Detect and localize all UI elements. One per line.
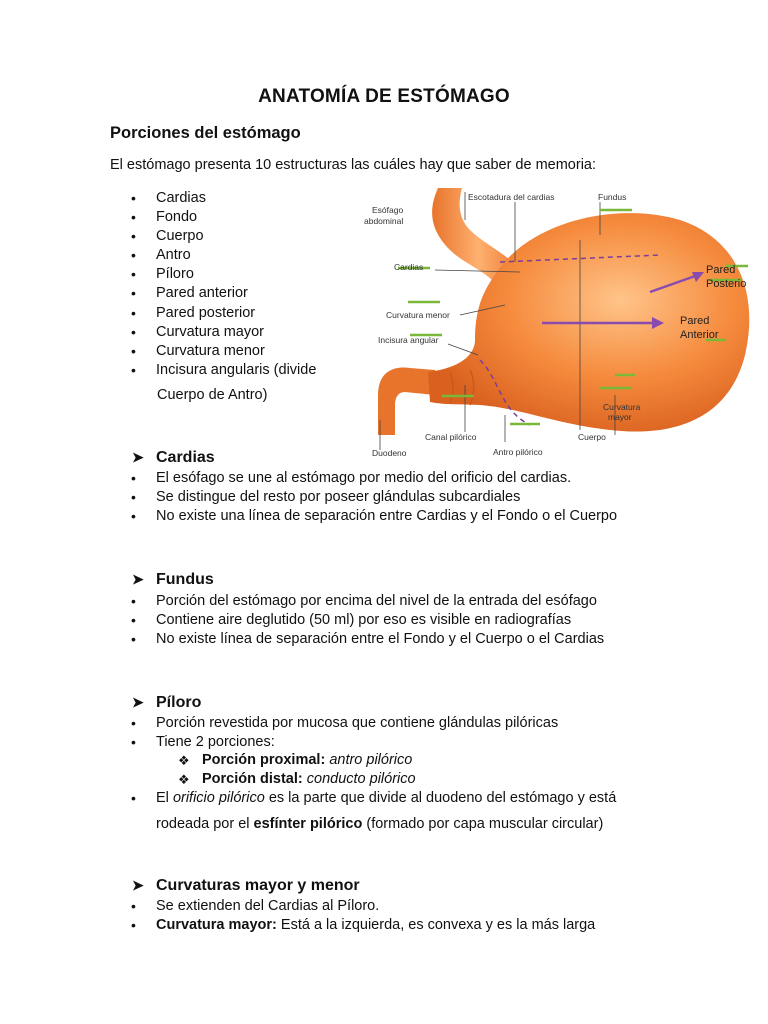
list-item: • Píloro <box>110 265 316 284</box>
section-heading-curvaturas: ➤ Curvaturas mayor y menor <box>132 877 360 894</box>
sub-list-item: ❖ Porción proximal: antro pilórico <box>178 752 413 768</box>
list-item: • Porción del estómago por encima del nivel de la entrada del esófago <box>110 592 604 611</box>
stomach-illustration <box>350 180 768 460</box>
list-item: • Se extienden del Cardias al Píloro. <box>110 897 595 916</box>
label-pared-posterior-2: Posterio <box>706 278 747 290</box>
list-item: • El orificio pilórico es la parte que divide al duodeno del estómago y está <box>110 789 616 808</box>
list-item: • Se distingue del resto por poseer glándulas subcardiales <box>110 488 617 507</box>
fundus-list <box>110 592 604 649</box>
list-item: • No existe una línea de separación entre Cardias y el Fondo o el Cuerpo <box>110 507 617 526</box>
piloro-list <box>110 714 558 752</box>
stomach-diagram <box>350 180 768 460</box>
label-pared-posterior-1: Pared <box>706 264 736 276</box>
section-heading-piloro: ➤ Píloro <box>132 694 202 711</box>
list-item: • Curvatura mayor: Está a la izquierda, es convexa y es la más larga <box>110 916 595 935</box>
duodenum-shape <box>378 367 435 435</box>
list-item: • Pared posterior <box>110 304 316 323</box>
list-item: • Curvatura menor <box>110 342 316 361</box>
section-subtitle: Porciones del estómago <box>110 124 301 142</box>
list-item: • Pared anterior <box>110 284 316 303</box>
label-duodeno: Duodeno <box>372 448 407 458</box>
sub-list-item: ❖ Porción distal: conducto pilórico <box>178 771 416 787</box>
label-cardias: Cardias <box>394 262 424 272</box>
label-pared-anterior-1: Pared <box>680 315 710 327</box>
arrow-bullet-icon: ➤ <box>132 449 144 465</box>
curvaturas-list <box>110 897 595 935</box>
cardias-list <box>110 469 617 526</box>
label-pared-anterior-2: Anterior <box>680 329 719 341</box>
label-abdominal: abdominal <box>364 216 404 226</box>
arrow-bullet-icon: ➤ <box>132 877 144 893</box>
label-canal: Canal pilórico <box>425 432 477 442</box>
section-heading-fundus: ➤ Fundus <box>132 571 214 588</box>
section-heading-cardias: ➤ Cardias <box>132 449 215 466</box>
label-fundus: Fundus <box>598 192 627 202</box>
label-esofago: Esófago <box>372 205 404 215</box>
list-item: • Tiene 2 porciones: <box>110 733 558 752</box>
label-antro: Antro pilórico <box>493 447 543 457</box>
piloro-list-cont <box>110 789 616 808</box>
list-item: • Antro <box>110 246 316 265</box>
list-item: • El esófago se une al estómago por medio del orificio del cardias. <box>110 469 617 488</box>
label-mayor: mayor <box>608 412 632 422</box>
list-item: • No existe línea de separación entre el Fondo y el Cuerpo o el Cardias <box>110 630 604 649</box>
list-item: • Cuerpo <box>110 227 316 246</box>
piloro-item3-continuation: rodeada por el esfínter pilórico (formado por capa muscular circular) <box>156 816 604 832</box>
list-item: • Contiene aire deglutido (50 ml) por eso es visible en radiografías <box>110 611 604 630</box>
list-item: • Curvatura mayor <box>110 323 316 342</box>
diamond-bullet-icon: ❖ <box>178 753 190 768</box>
arrow-bullet-icon: ➤ <box>132 694 144 710</box>
piloro-sublist <box>178 751 416 789</box>
intro-text: El estómago presenta 10 estructuras las cuáles hay que saber de memoria: <box>110 157 597 173</box>
list-item: • Porción revestida por mucosa que contiene glándulas pilóricas <box>110 714 558 733</box>
list-item: • Incisura angularis (divide <box>110 361 316 380</box>
label-curvatura-menor: Curvatura menor <box>386 310 450 320</box>
list-item-continuation: Cuerpo de Antro) <box>157 387 268 403</box>
label-cuerpo: Cuerpo <box>578 432 606 442</box>
label-escotadura: Escotadura del cardias <box>468 192 555 202</box>
label-curvatura: Curvatura <box>603 402 641 412</box>
arrow-bullet-icon: ➤ <box>132 571 144 587</box>
diamond-bullet-icon: ❖ <box>178 772 190 787</box>
list-item: • Fondo <box>110 208 316 227</box>
page-title: ANATOMÍA DE ESTÓMAGO <box>258 86 510 107</box>
label-incisura: Incisura angular <box>378 335 439 345</box>
structures-list <box>110 189 316 380</box>
list-item: • Cardias <box>110 189 316 208</box>
